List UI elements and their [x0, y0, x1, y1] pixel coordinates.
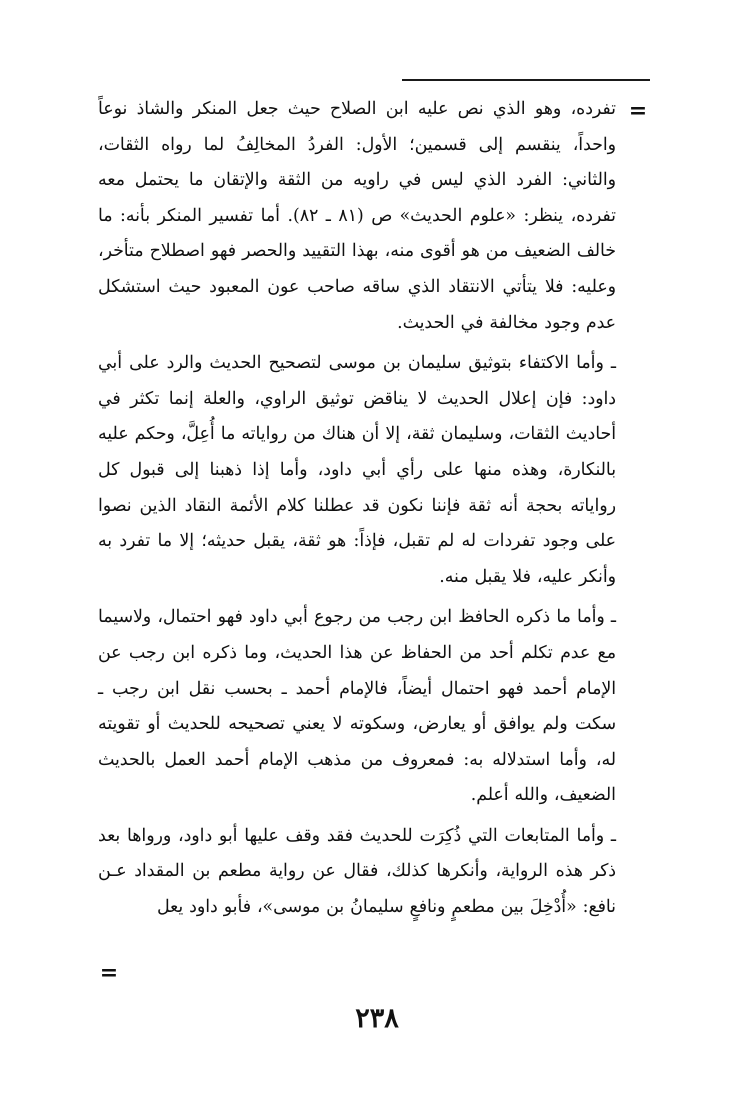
footnote-separator-rule [402, 79, 650, 81]
footnote-paragraph-4: ـ وأما المتابعات التي ذُكِرَت للحديث فقد وقف عليها أبو داود، ورواها بعد ذكر هذه الرواية، وأنكرها كذلك، فقال عن رواية مطعم بن المقداد عـن نافع: «أُدْخِلَ بين مطعمٍ ونافعٍ سليمانُ بن موسى»، فأبو داود يعل [98, 825, 616, 918]
page-number: ٢٣٨ [355, 1003, 399, 1034]
footnote-body [98, 92, 616, 931]
continuation-mark-end: = [99, 960, 119, 986]
footnote-paragraph-3: ـ وأما ما ذكره الحافظ ابن رجب من رجوع أبي داود فهو احتمال، ولاسيما مع عدم تكلم أحد من الحفاظ عن هذا الحديث، وما ذكره ابن رجب عن الإمام أحمد فهو احتمال أيضاً، فالإمام أحمد ـ بحسب نقل ابن رجب ـ سكت ولم يوافق أو يعارض، وسكوته لا يعني تصحيحه للحديث أو تقويته له، وأما استدلاله به: فمعروف من مذهب الإمام أحمد العمل بالحديث الضعيف، والله أعلم. [98, 607, 616, 806]
footnote-paragraph-2: ـ وأما الاكتفاء بتوثيق سليمان بن موسى لتصحيح الحديث والرد على أبي داود: فإن إعلال الحديث لا يناقض توثيق الراوي، والعلة إنما تكثر في أحاديث الثقات، وسليمان ثقة، إلا أن هناك من رواياته ما أُعِلَّ، وحكم عليه بالنكارة، وهذه منها على رأي أبي داود، وأما إذا ذهبنا إلى قبول كل رواياته بحجة أنه ثقة فإننا نكون قد عطلنا كلام الأئمة النقاد الذين نصوا على وجود تفردات له لم تقبل، فإذاً: هو ثقة، يقبل حديثه؛ إلا ما تفرد به وأنكر عليه، فلا يقبل منه. [98, 353, 616, 587]
continuation-mark-start: = [628, 98, 648, 124]
footnote-paragraph-1: تفرده، وهو الذي نص عليه ابن الصلاح حيث جعل المنكر والشاذ نوعاً واحداً، ينقسم إلى قسمين؛ الأول: الفردُ المخالِفُ لما رواه الثقات، والثاني: الفرد الذي ليس في راويه من الثقة والإتقان ما يحتمل معه تفرده، ينظر: «علوم الحديث» ص (٨١ ـ ٨٢). أما تفسير المنكر بأنه: ما خالف الضعيف من هو أقوى منه، بهذا التقييد والحصر فهو اصطلاح متأخر، وعليه: فلا يتأتي الانتقاد الذي ساقه صاحب عون المعبود حيث استشكل عدم وجود مخالفة في الحديث. [98, 99, 616, 333]
